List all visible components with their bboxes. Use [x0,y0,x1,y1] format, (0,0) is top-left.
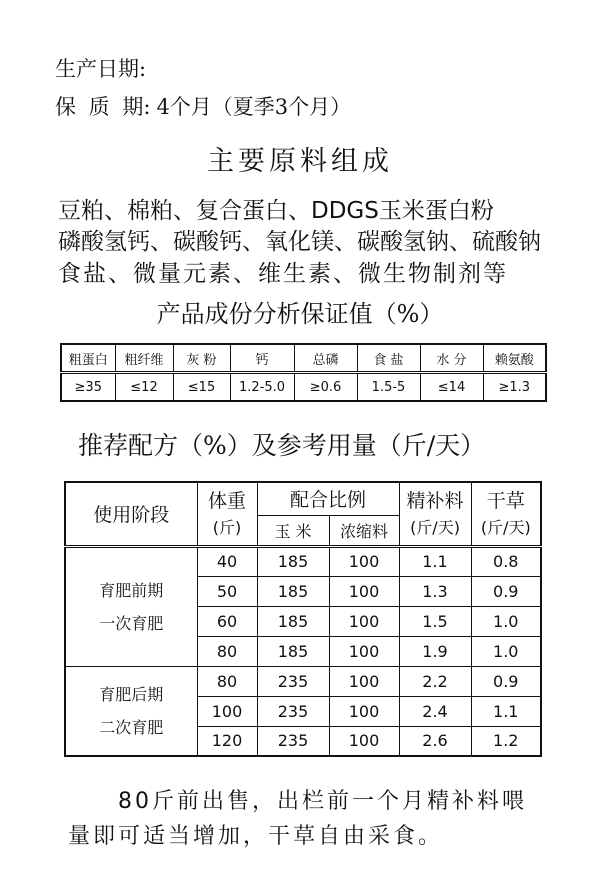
concentrate-cell: 100 [329,726,399,756]
hay-header-label: 干草 [486,489,525,512]
hay-cell: 1.0 [471,636,541,666]
analysis-header-cell: 赖氨酸 [483,344,546,373]
shelf-life-line [55,95,351,120]
stage-group-line: 育肥前期 [99,580,164,600]
hay-header [471,482,541,546]
hay-cell: 1.2 [471,726,541,756]
hay-cell: 0.9 [471,666,541,696]
supplement-cell: 2.4 [399,696,471,726]
ratio-header: 配合比例 [257,482,399,515]
analysis-value-cell: ≤12 [115,373,173,402]
ingredients-line: 豆粕、棉粕、复合蛋白、DDGS玉米蛋白粉 [58,198,494,224]
hay-cell: 1.0 [471,606,541,636]
stage-header: 使用阶段 [65,482,197,546]
weight-cell: 80 [197,666,257,696]
analysis-header-cell: 粗蛋白 [61,344,115,373]
analysis-header-cell: 粗纤维 [115,344,173,373]
concentrate-cell: 100 [329,636,399,666]
feeding-note-line: 量即可适当增加，干草自由采食。 [68,824,444,849]
analysis-header-cell: 水 分 [420,344,483,373]
supplement-cell: 1.3 [399,576,471,606]
analysis-title: 产品成份分析保证值（%） [156,300,444,328]
supplement-cell: 1.1 [399,546,471,576]
shelf-life-value: 4个月（夏季3个月） [156,95,352,119]
hay-cell: 0.9 [471,576,541,606]
analysis-table [60,343,547,402]
weight-header [197,482,257,546]
analysis-value-cell: ≥1.3 [483,373,546,402]
supplement-cell: 2.2 [399,666,471,696]
corn-cell: 185 [257,576,329,606]
shelf-life-label: 保 质 期: [55,95,151,119]
production-date-label: 生产日期: [55,57,147,81]
formula-table [64,481,542,757]
concentrate-cell: 100 [329,606,399,636]
ingredients-title: 主要原料组成 [207,146,393,177]
concentrate-cell: 100 [329,666,399,696]
weight-cell: 80 [197,636,257,666]
table-row [65,546,541,576]
stage-group-line: 一次育肥 [99,613,164,633]
ingredients-line: 食盐、微量元素、维生素、微生物制剂等 [58,261,508,287]
stage-group-label [65,666,197,756]
analysis-header-cell: 钙 [230,344,294,373]
ingredients-line: 磷酸氢钙、碳酸钙、氧化镁、碳酸氢钠、硫酸钠 [58,229,541,255]
analysis-value-cell: 1.2-5.0 [230,373,294,402]
analysis-value-cell: ≥0.6 [294,373,357,402]
analysis-value-cell: 1.5-5 [357,373,420,402]
corn-cell: 235 [257,666,329,696]
hay-cell: 1.1 [471,696,541,726]
concentrate-cell: 100 [329,576,399,606]
concentrate-cell: 100 [329,696,399,726]
corn-header: 玉 米 [257,515,329,546]
weight-header-unit: (斤) [212,518,242,538]
corn-cell: 185 [257,546,329,576]
feeding-note-line: 80斤前出售，出栏前一个月精补料喂 [118,789,527,814]
supplement-cell: 2.6 [399,726,471,756]
weight-header-label: 体重 [207,489,246,512]
weight-cell: 100 [197,696,257,726]
concentrate-cell: 100 [329,546,399,576]
stage-group-line: 育肥后期 [99,684,164,704]
corn-cell: 185 [257,636,329,666]
analysis-header-cell: 灰 粉 [173,344,230,373]
supplement-header-label: 精补料 [406,489,464,512]
corn-cell: 235 [257,696,329,726]
analysis-value-cell: ≤15 [173,373,230,402]
table-row [65,666,541,696]
supplement-header [399,482,471,546]
corn-cell: 185 [257,606,329,636]
analysis-header-row [61,344,546,373]
supplement-cell: 1.5 [399,606,471,636]
weight-cell: 40 [197,546,257,576]
stage-group-line: 二次育肥 [99,717,164,737]
concentrate-header: 浓缩料 [329,515,399,546]
analysis-value-cell: ≤14 [420,373,483,402]
formula-header-row [65,482,541,515]
formula-title: 推荐配方（%）及参考用量（斤/天） [78,431,486,460]
supplement-header-unit: (斤/天) [410,518,460,538]
weight-cell: 120 [197,726,257,756]
analysis-value-row [61,373,546,402]
analysis-header-cell: 食 盐 [357,344,420,373]
weight-cell: 60 [197,606,257,636]
corn-cell: 235 [257,726,329,756]
stage-group-label [65,546,197,666]
supplement-cell: 1.9 [399,636,471,666]
weight-cell: 50 [197,576,257,606]
analysis-header-cell: 总磷 [294,344,357,373]
hay-cell: 0.8 [471,546,541,576]
hay-header-unit: (斤/天) [480,518,531,538]
analysis-value-cell: ≥35 [61,373,115,402]
